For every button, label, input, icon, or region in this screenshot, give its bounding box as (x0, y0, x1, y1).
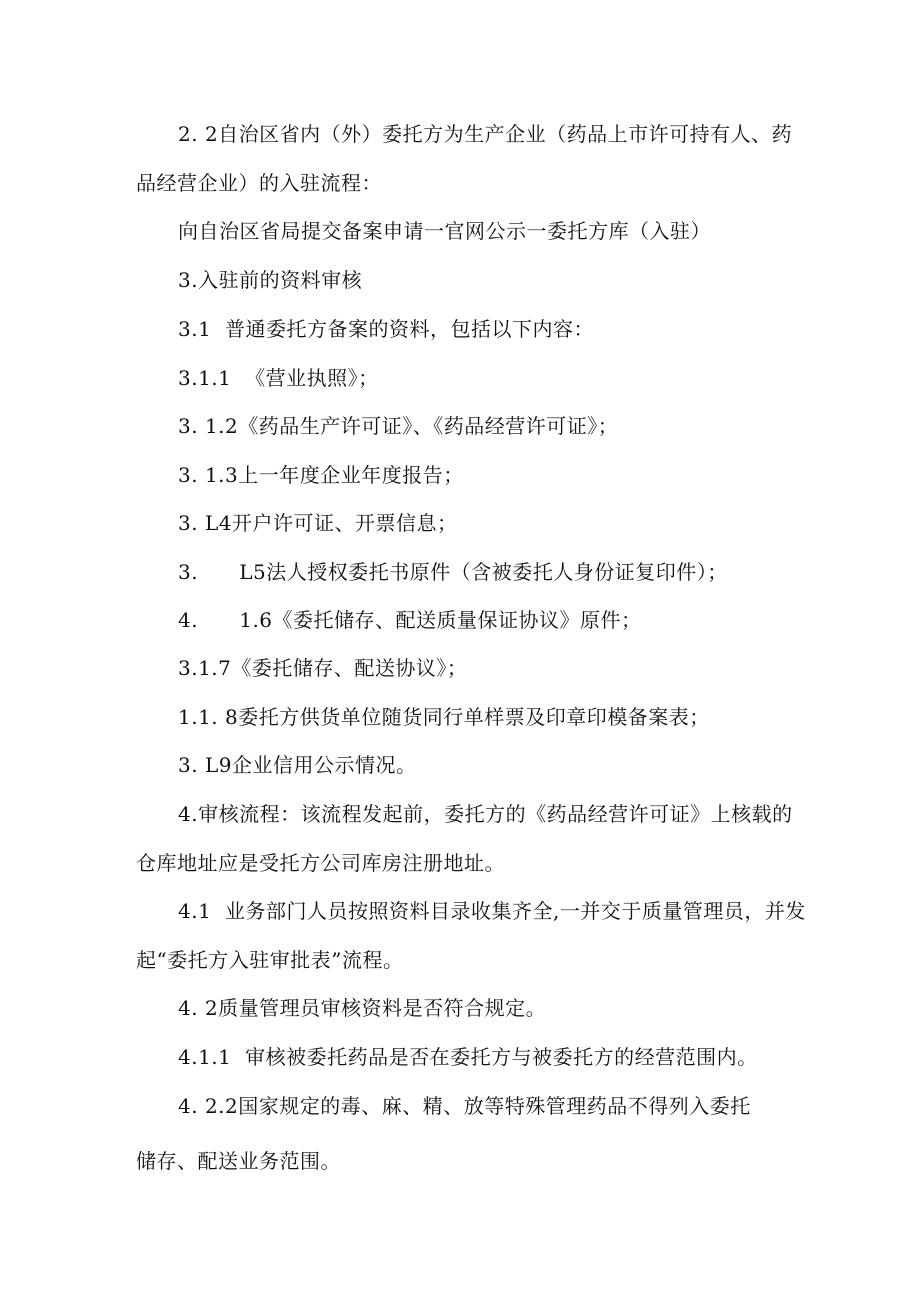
paragraph-line: 2. 2自治区省内（外）委托方为生产企业（药品上市许可持有人、药 (178, 122, 793, 146)
paragraph-line: 3.1.7《委托储存、配送协议》； (178, 656, 468, 680)
paragraph-line: 起“委托方入驻审批表”流程。 (136, 948, 404, 972)
paragraph-line: 1.1. 8委托方供货单位随货同行单样票及印章印模备案表； (178, 705, 710, 729)
paragraph-line: 品经营企业）的入驻流程： (136, 171, 382, 195)
paragraph-line: 3. L4开户许可证、开票信息； (178, 511, 458, 535)
paragraph-line: 3. L9企业信用公示情况。 (178, 753, 417, 777)
paragraph-line: 储存、配送业务范围。 (136, 1149, 341, 1173)
paragraph-line: 4.1 业务部门人员按照资料目录收集齐全,一并交于质量管理员，并发 (178, 899, 806, 923)
paragraph-line: 3.1.1 《营业执照》； (178, 366, 379, 390)
paragraph-line: 3.入驻前的资料审核 (178, 268, 363, 292)
paragraph-line: 4. 1.6《委托储存、配送质量保证协议》原件； (178, 608, 642, 632)
paragraph-line: 4. 2质量管理员审核资料是否符合规定。 (178, 996, 547, 1020)
paragraph-line: 3.1 普通委托方备案的资料，包括以下内容： (178, 317, 595, 341)
paragraph-line: 向自治区省局提交备案申请一官网公示一委托方库（入驻） (178, 219, 711, 243)
paragraph-line: 仓库地址应是受托方公司库房注册地址。 (136, 851, 505, 875)
paragraph-line: 3. L5法人授权委托书原件（含被委托人身份证复印件）； (178, 560, 728, 584)
paragraph-line: 4.审核流程：该流程发起前，委托方的《药品经营许可证》上核载的 (178, 802, 793, 826)
paragraph-line: 3. 1.3上一年度企业年度报告； (178, 463, 464, 487)
paragraph-line: 4.1.1 审核被委托药品是否在委托方与被委托方的经营范围内。 (178, 1045, 758, 1069)
paragraph-line: 3. 1.2《药品生产许可证》、《药品经营许可证》； (178, 414, 619, 438)
paragraph-line: 4. 2.2国家规定的毒、麻、精、放等特殊管理药品不得列入委托 (178, 1094, 751, 1118)
